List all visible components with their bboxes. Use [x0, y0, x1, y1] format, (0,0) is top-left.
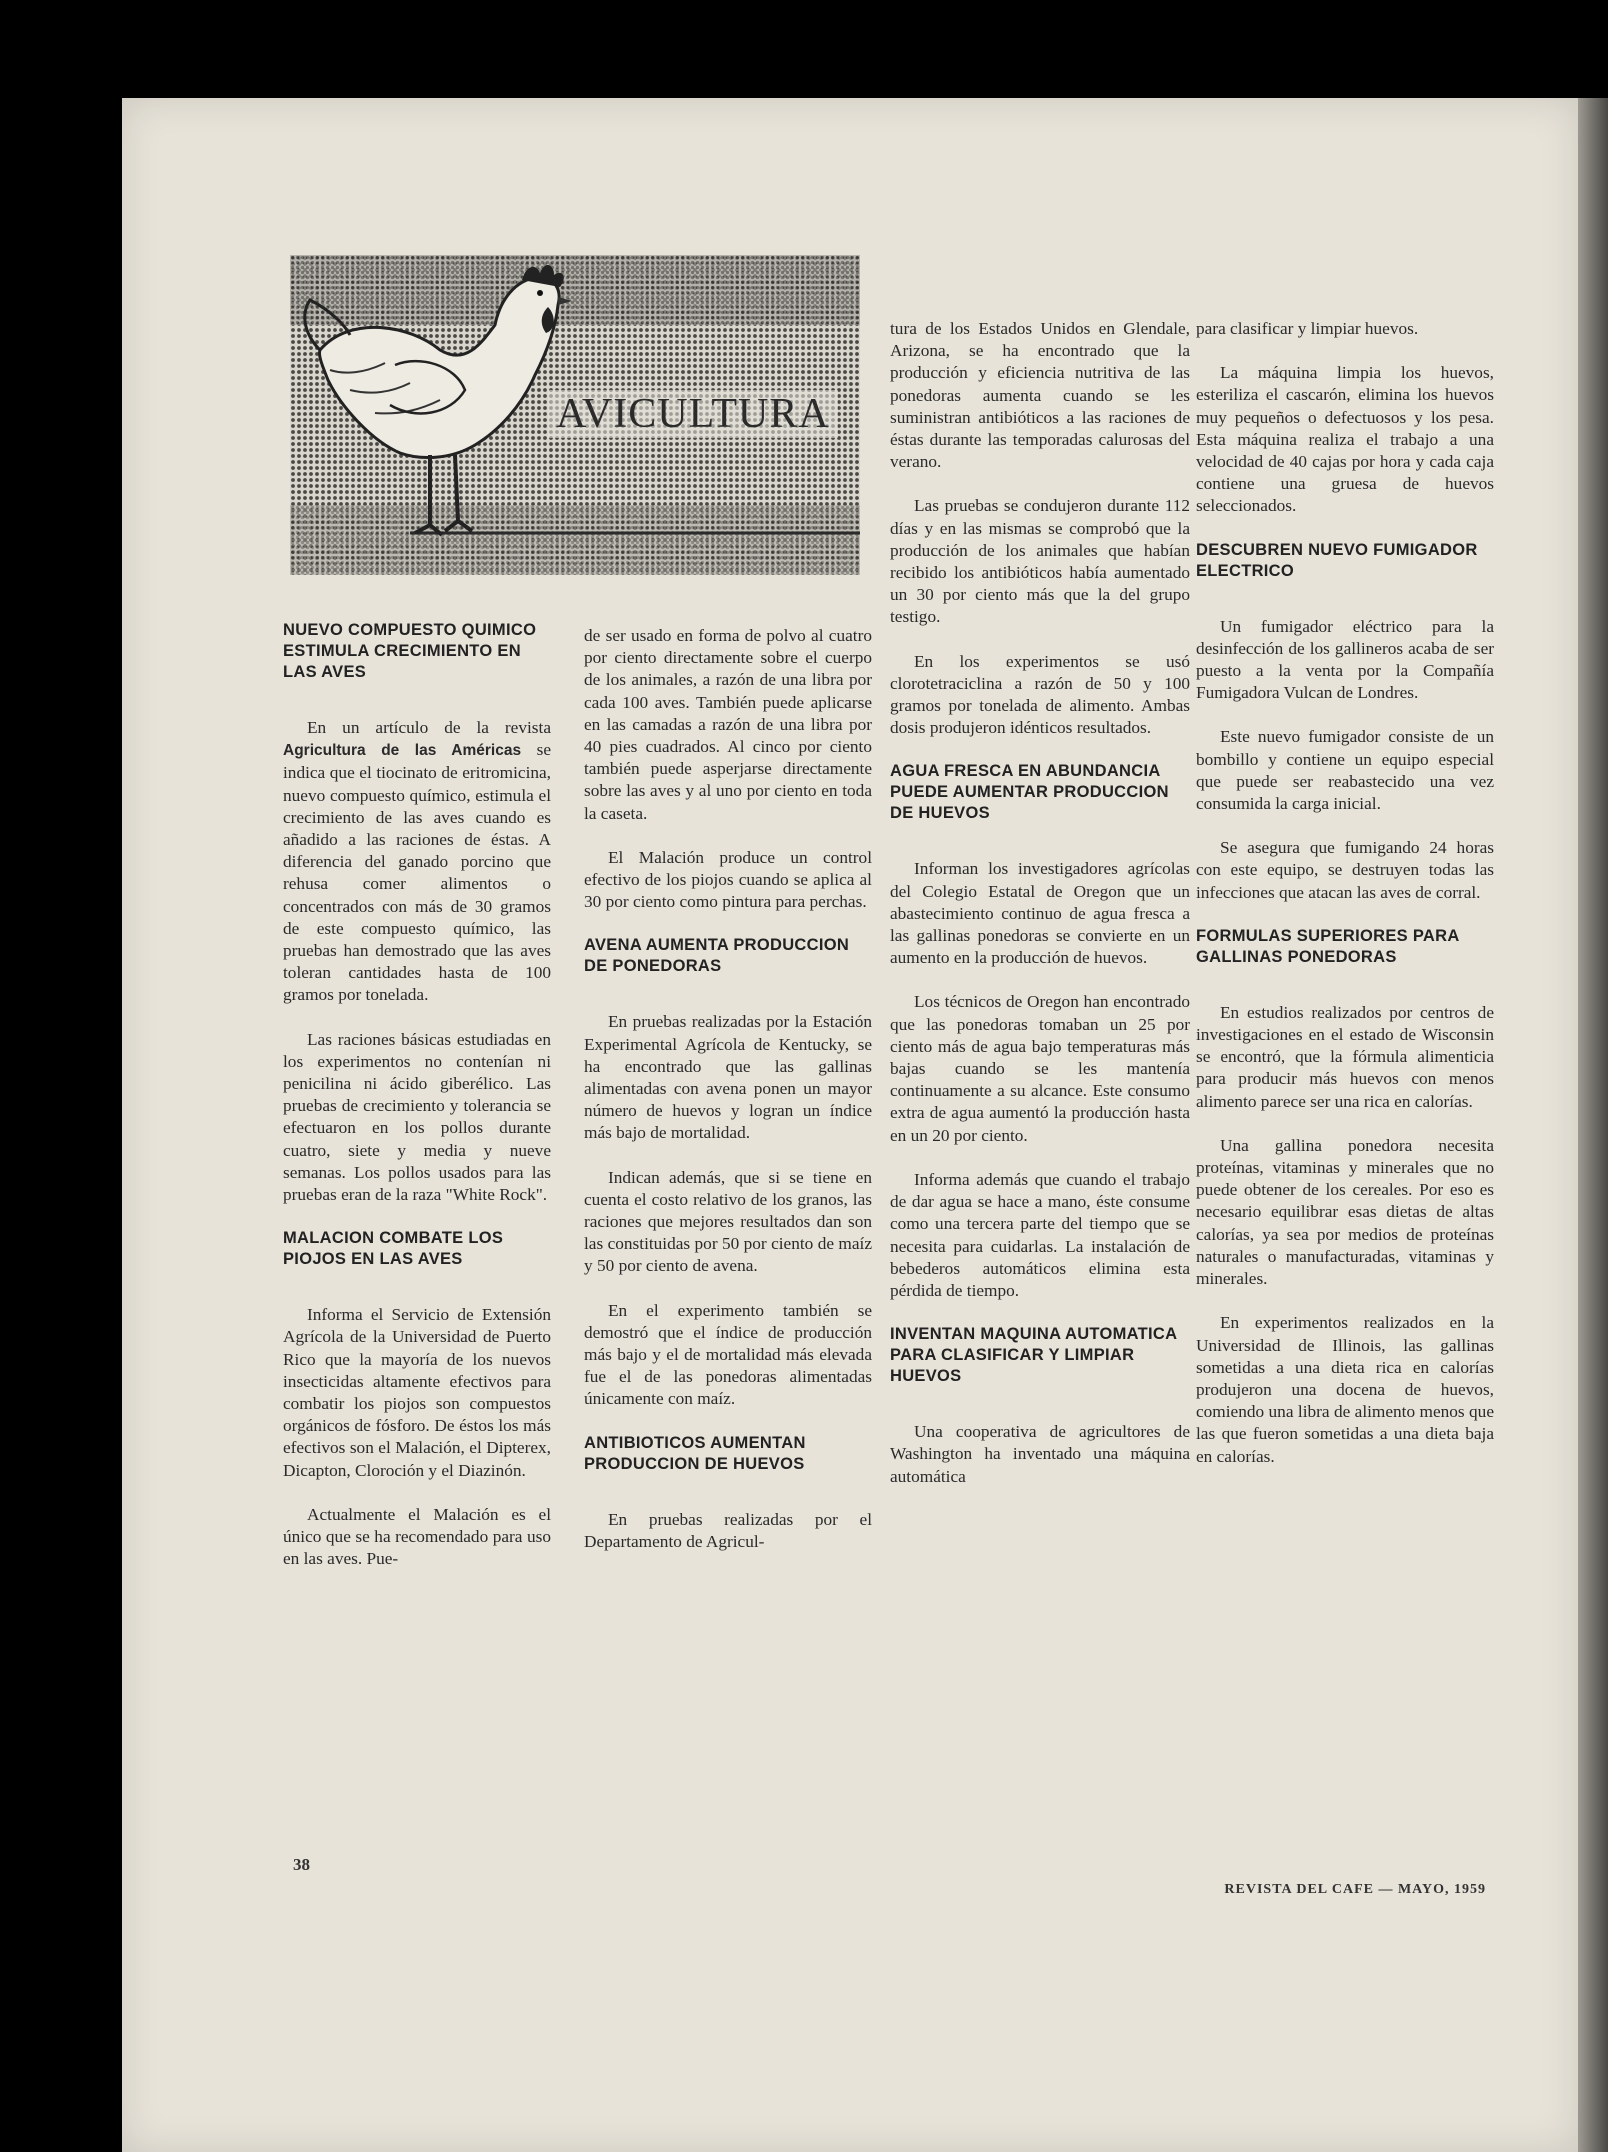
article-headline: AGUA FRESCA EN ABUNDANCIA PUEDE AUMENTAR PRODUCCION DE HUEVOS [890, 762, 1169, 823]
article-paragraph: En los experimentos se usó clorotetraciclina a razón de 50 y 100 gramos por tonelada de alimento. Ambas dosis produjeron idénticos resultados. [890, 651, 1190, 738]
article-paragraph: de ser usado en forma de polvo al cuatro por ciento directamente sobre el cuerpo de los animales, a razón de una libra por cada 100 aves. También puede aplicarse en las camadas a razón de una libra por 40 pies cuadrados. Al cinco por ciento también puede asperjarse directamente sobre las aves y al uno por ciento en toda la caseta. [584, 626, 872, 823]
page-edge [1578, 98, 1608, 2152]
article-paragraph: Actualmente el Malación es el único que se ha recomendado para uso en las aves. Pue- [283, 1504, 551, 1569]
column-3 [890, 318, 1190, 1510]
article-paragraph [283, 717, 551, 1007]
article-headline: INVENTAN MAQUINA AUTOMATICA PARA CLASIFICAR Y LIMPIAR HUEVOS [890, 1325, 1177, 1386]
article-paragraph: Se asegura que fumigando 24 horas con este equipo, se destruyen todas las infecciones que atacan las aves de corral. [1196, 838, 1494, 902]
article-paragraph: Una gallina ponedora necesita proteínas, vitaminas y minerales que no puede obtener de los cereales. Por eso es necesario equilibrar esas dietas de altas calorías, ya sea por medios de proteínas naturales o manufacturadas, vitaminas y minerales. [1196, 1135, 1494, 1289]
article-headline: NUEVO COMPUESTO QUIMICO ESTIMULA CRECIMIENTO EN LAS AVES [283, 621, 537, 681]
article-paragraph: Una cooperativa de agricultores de Washington ha inventado una máquina automática [890, 1422, 1190, 1486]
section-title: AVICULTURA [548, 390, 838, 438]
article-headline: ANTIBIOTICOS AUMENTAN PRODUCCION DE HUEVOS [584, 1433, 806, 1473]
article-paragraph: El Malación produce un control efectivo de los piojos cuando se aplica al 30 por ciento como pintura para perchas. [584, 847, 872, 912]
column-1 [283, 620, 551, 1593]
article-paragraph: Indican además, que si se tiene en cuenta el costo relativo de los granos, las raciones que mejores resultados dan son las constituidas por 50 por ciento de maíz y 50 por ciento de avena. [584, 1167, 872, 1276]
text-run: En un artículo de la revista [307, 718, 551, 737]
article-paragraph: para clasificar y limpiar huevos. [1196, 319, 1419, 338]
article-paragraph: Informa el Servicio de Extensión Agrícola de la Universidad de Puerto Rico que la mayoría de los nuevos insecticidas altamente efectivos para combatir los piojos son compuestos orgánicos de fósforo. De éstos los más efectivos son el Malación, el Dipterex, Dicapton, Cloroción y el Diazinón. [283, 1305, 551, 1480]
magazine-name: Agricultura de las Américas [283, 742, 522, 760]
column-4 [1196, 318, 1494, 1490]
article-paragraph: Informa además que cuando el trabajo de dar agua se hace a mano, éste consume como una tercera parte del tiempo que se necesita para cuidarlas. La instalación de bebederos automáticos elimina esta pérdida de tiempo. [890, 1169, 1190, 1300]
section-header-illustration [290, 255, 860, 575]
article-paragraph: En pruebas realizadas por el Departamento de Agricul- [584, 1509, 872, 1551]
article-paragraph: En pruebas realizadas por la Estación Experimental Agrícola de Kentucky, se ha encontrado que las gallinas alimentadas con avena ponen un mayor número de huevos y logran un índice más bajo de mortalidad. [584, 1012, 872, 1143]
article-headline: AVENA AUMENTA PRODUCCION DE PONEDORAS [584, 936, 850, 976]
article-paragraph: Informan los investigadores agrícolas del Colegio Estatal de Oregon que un abastecimiento continuo de agua fresca a las gallinas ponedoras se convierte en un aumento en la producción de huevos. [890, 859, 1190, 968]
page-number: 38 [293, 1855, 310, 1874]
article-paragraph: Las raciones básicas estudiadas en los experimentos no contenían ni penicilina ni ácido giberélico. Las pruebas de crecimiento y tolerancia se efectuaron en los pollos durante cuatro, siete y media y nueve semanas. Los pollos usados para las pruebas eran de la raza "White Rock". [283, 1029, 551, 1205]
text-run: se indica que el tiocinato de eritromicina, nuevo compuesto químico, estimula el crecimiento de las aves cuando es añadido a las raciones de éstas. A diferencia del ganado porcino que rehusa comer alimentos o concentrados con más de 30 gramos de este compuesto químico, las pruebas han demostrado que las aves toleran cantidades hasta de 100 gramos por tonelada. [283, 740, 552, 1005]
article-paragraph: Las pruebas se condujeron durante 112 días y en las mismas se comprobó que la producción de los animales que habían recibido los antibióticos había aumentado un 30 por ciento más que la del grupo testigo. [890, 496, 1190, 627]
article-paragraph: Los técnicos de Oregon han encontrado que las ponedoras tomaban un 25 por ciento más de agua bajo temperaturas más bajas cuando se les mantenía continuamente a su alcance. Este consumo extra de agua aumentó la producción hasta en un 20 por ciento. [890, 992, 1190, 1145]
article-paragraph: En el experimento también se demostró que el índice de producción más bajo y el de mortalidad más elevada fue el de las ponedoras alimentadas únicamente con maíz. [584, 1300, 872, 1409]
article-headline: DESCUBREN NUEVO FUMIGADOR ELECTRICO [1196, 540, 1478, 580]
article-paragraph: En experimentos realizados en la Universidad de Illinois, las gallinas sometidas a una dieta rica en calorías produjeron una docena de huevos, comiendo una libra de alimento menos que las que fueron sometidas a una dieta baja en calorías. [1196, 1313, 1494, 1466]
publication-footer: REVISTA DEL CAFE — MAYO, 1959 [1224, 1882, 1486, 1897]
article-paragraph: tura de los Estados Unidos en Glendale, Arizona, se ha encontrado que la producción y eficiencia nutritiva de las ponedoras aumenta cuando se les suministran antibióticos a las raciones de éstas durante las temporadas calurosas del verano. [890, 319, 1190, 472]
column-2 [584, 625, 872, 1575]
article-paragraph: Un fumigador eléctrico para la desinfección de los gallineros acaba de ser puesto a la venta por la Compañía Fumigadora Vulcan de Londres. [1196, 616, 1494, 703]
article-headline: MALACION COMBATE LOS PIOJOS EN LAS AVES [283, 1229, 504, 1269]
article-headline: FORMULAS SUPERIORES PARA GALLINAS PONEDORAS [1196, 926, 1459, 966]
article-paragraph: En estudios realizados por centros de investigaciones en el estado de Wisconsin se encontró, que la fórmula alimenticia para producir más huevos con menos alimento parece ser una rica en calorías. [1196, 1002, 1494, 1111]
article-paragraph: La máquina limpia los huevos, esteriliza el cascarón, elimina los huevos muy pequeños o defectuosos y los pesa. Esta máquina realiza el trabajo a una velocidad de 40 cajas por hora y cada caja contiene una gruesa de huevos seleccionados. [1196, 363, 1494, 516]
article-paragraph: Este nuevo fumigador consiste de un bombillo y contiene un equipo especial que puede ser reabastecido una vez consumida la carga inicial. [1196, 727, 1494, 814]
